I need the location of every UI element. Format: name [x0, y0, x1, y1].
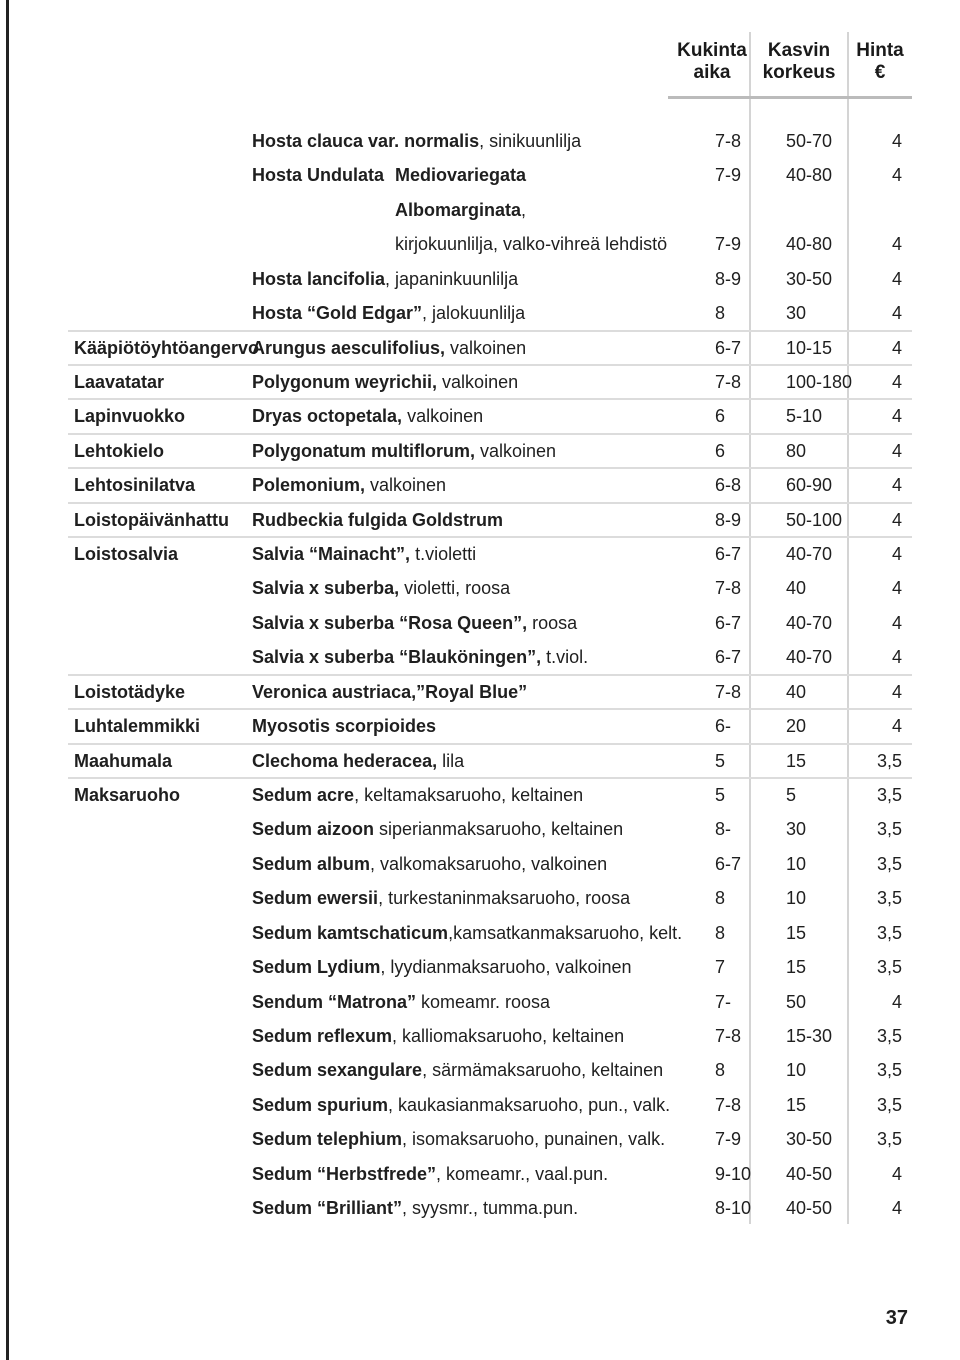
plant-description: violetti, roosa	[399, 578, 511, 599]
plant-height: 5	[786, 785, 797, 806]
plant-height: 10-15	[786, 337, 833, 358]
latin-genus: Veronica austriaca,”Royal Blue”	[252, 681, 528, 702]
plant-description: , lyydianmaksaruoho, valkoinen	[380, 957, 632, 978]
latin-genus: Sedum kamtschaticum	[252, 922, 449, 943]
latin-name	[252, 715, 436, 737]
header-price	[850, 40, 910, 84]
latin-name	[252, 1163, 608, 1185]
plant-row	[0, 537, 960, 571]
plant-row	[0, 1157, 960, 1191]
plant-row	[0, 227, 960, 261]
bloom-time: 7-8	[715, 131, 742, 151]
bloom-time: 7-9	[715, 234, 742, 255]
plant-description: roosa	[527, 612, 578, 633]
finnish-name: Laavatatar	[74, 371, 165, 392]
price: 4	[891, 681, 902, 702]
plant-height: 40-70	[786, 612, 833, 633]
price: 3,5	[876, 750, 902, 771]
finnish-name: Lehtosinilatva	[74, 475, 196, 496]
header-plant-height	[752, 40, 846, 84]
latin-name	[252, 887, 630, 909]
latin-name	[252, 1059, 663, 1081]
bloom-time: 7-9	[715, 165, 742, 186]
bloom-time: 6	[715, 440, 726, 461]
plant-row	[0, 744, 960, 778]
header-price-line2: €	[874, 62, 886, 83]
price: 4	[891, 544, 902, 565]
price: 3,5	[876, 853, 902, 874]
price: 4	[891, 1163, 902, 1184]
price: 3,5	[876, 785, 902, 806]
plant-description: valkoinen	[437, 371, 519, 392]
finnish-name: Lapinvuokko	[74, 406, 186, 427]
price: 3,5	[876, 1094, 902, 1115]
latin-name	[252, 784, 583, 806]
price: 4	[891, 612, 902, 633]
plant-row	[0, 158, 960, 192]
plant-height: 40-80	[786, 165, 833, 186]
plant-description: , sinikuunlilja	[479, 131, 582, 151]
latin-name	[252, 509, 503, 531]
plant-description: , jalokuunlilja	[422, 303, 526, 324]
header-bloom-line2: aika	[693, 62, 731, 83]
plant-height: 40-50	[786, 1163, 833, 1184]
latin-genus: Polemonium,	[252, 475, 366, 496]
header-price-line1: Hinta	[856, 40, 904, 61]
latin-name	[252, 577, 510, 599]
plant-description: , kaukasianmaksaruoho, pun., valk.	[388, 1094, 671, 1115]
page-number: 37	[885, 1307, 908, 1329]
plant-description: siperianmaksaruoho, keltainen	[374, 819, 624, 840]
latin-genus: Sedum spurium	[252, 1094, 389, 1115]
plant-height: 15	[786, 750, 807, 771]
bloom-time: 6	[715, 406, 726, 427]
bloom-time: 6-7	[715, 853, 742, 874]
plant-height: 15	[786, 1094, 807, 1115]
price: 4	[891, 716, 902, 737]
latin-name	[395, 233, 667, 255]
bloom-time: 7	[715, 957, 726, 978]
latin-name	[252, 612, 577, 634]
price: 4	[891, 1198, 902, 1219]
latin-name	[252, 543, 476, 565]
latin-genus: Sedum reflexum	[252, 1025, 393, 1046]
plant-description: valkoinen	[365, 475, 447, 496]
latin-name	[252, 405, 483, 427]
plant-description: , isomaksaruoho, punainen, valk.	[402, 1129, 666, 1150]
plant-description: valkoinen	[475, 440, 557, 461]
plant-height: 40-50	[786, 1198, 833, 1219]
plant-row	[0, 1088, 960, 1122]
plant-description: komeamr. roosa	[416, 991, 551, 1012]
finnish-name: Maahumala	[74, 750, 173, 771]
plant-row	[0, 778, 960, 812]
header-rule	[668, 96, 912, 99]
plant-description: t.viol.	[541, 647, 589, 668]
bloom-time: 7-9	[715, 1129, 742, 1150]
bloom-time: 8-9	[715, 509, 742, 530]
price: 4	[891, 337, 902, 358]
plant-row	[0, 950, 960, 984]
price: 4	[891, 234, 902, 255]
latin-genus: Sedum acre	[252, 785, 355, 806]
price: 3,5	[876, 922, 902, 943]
plant-height: 80	[786, 440, 807, 461]
price: 3,5	[876, 1129, 902, 1150]
finnish-name: Loistopäivänhattu	[74, 509, 230, 530]
bloom-time: 7-8	[715, 578, 742, 599]
latin-genus: Sedum ewersii	[252, 888, 379, 909]
plant-row	[0, 1053, 960, 1087]
plant-height: 40-70	[786, 544, 833, 565]
latin-name	[252, 646, 588, 668]
latin-name	[252, 371, 518, 393]
latin-name	[252, 991, 550, 1013]
bloom-time: 7-8	[715, 1025, 742, 1046]
price: 4	[891, 991, 902, 1012]
price: 4	[891, 165, 902, 186]
latin-genus: Hosta Undulata	[252, 165, 385, 186]
plant-row	[0, 399, 960, 433]
plant-row	[0, 193, 960, 227]
latin-name	[252, 302, 525, 324]
latin-genus: Sedum “Herbstfrede”	[252, 1163, 437, 1184]
latin-genus: Sedum sexangulare	[252, 1060, 423, 1081]
plant-height: 30-50	[786, 1129, 833, 1150]
plant-description: valkoinen	[445, 337, 527, 358]
latin-name	[252, 956, 632, 978]
plant-row	[0, 124, 960, 158]
price: 4	[891, 475, 902, 496]
bloom-time: 8-	[715, 819, 732, 840]
price: 4	[891, 406, 902, 427]
price: 3,5	[876, 1025, 902, 1046]
plant-height: 15	[786, 922, 807, 943]
latin-genus: Myosotis scorpioides	[252, 716, 437, 737]
bloom-time: 6-	[715, 716, 732, 737]
plant-row	[0, 571, 960, 605]
plant-row	[0, 881, 960, 915]
bloom-time: 5	[715, 785, 726, 806]
bloom-time: 7-8	[715, 1094, 742, 1115]
plant-description: , japaninkuunlilja	[385, 268, 519, 289]
bloom-time: 6-8	[715, 475, 742, 496]
bloom-time: 8	[715, 922, 726, 943]
plant-row	[0, 675, 960, 709]
plant-description: ,kamsatkanmaksaruoho, kelt.	[448, 922, 683, 943]
plant-row	[0, 916, 960, 950]
plant-description: , kalliomaksaruoho, keltainen	[392, 1025, 625, 1046]
price: 4	[891, 440, 902, 461]
bloom-time: 7-	[715, 991, 732, 1012]
bloom-time: 6-7	[715, 544, 742, 565]
latin-name	[252, 1128, 665, 1150]
plant-height: 30-50	[786, 268, 833, 289]
plant-height: 20	[786, 716, 807, 737]
plant-height: 10	[786, 888, 807, 909]
latin-genus: Salvia x suberba “Blauköningen”,	[252, 647, 542, 668]
plant-height: 15	[786, 957, 807, 978]
latin-name	[252, 853, 607, 875]
finnish-name: Luhtalemmikki	[74, 716, 201, 737]
plant-description: , syysmr., tumma.pun.	[402, 1198, 579, 1219]
price: 4	[891, 131, 902, 151]
latin-name	[252, 337, 526, 359]
latin-name	[252, 440, 556, 462]
latin-genus: Sedum Lydium	[252, 957, 381, 978]
plant-height: 30	[786, 303, 807, 324]
price: 4	[891, 303, 902, 324]
latin-genus: Polygonum weyrichii,	[252, 371, 438, 392]
price: 3,5	[876, 1060, 902, 1081]
bloom-time: 8	[715, 888, 726, 909]
plant-row	[0, 1122, 960, 1156]
latin-genus: Salvia x suberba “Rosa Queen”,	[252, 612, 528, 633]
bloom-time: 7-8	[715, 681, 742, 702]
plant-height: 40-80	[786, 234, 833, 255]
plant-row	[0, 606, 960, 640]
finnish-name: Maksaruoho	[74, 785, 181, 806]
plant-description: lila	[437, 750, 465, 771]
latin-genus: Salvia “Mainacht”,	[252, 544, 411, 565]
plant-height: 10	[786, 1060, 807, 1081]
latin-name	[252, 474, 446, 496]
plant-height: 40	[786, 578, 807, 599]
latin-genus: Hosta lancifolia	[252, 268, 386, 289]
latin-name	[252, 681, 527, 703]
plant-height: 60-90	[786, 475, 833, 496]
price: 3,5	[876, 957, 902, 978]
price: 3,5	[876, 888, 902, 909]
plant-description: t.violetti	[410, 544, 477, 565]
latin-name	[252, 130, 581, 152]
latin-genus: Sedum “Brilliant”	[252, 1198, 403, 1219]
plant-height: 10	[786, 853, 807, 874]
price: 3,5	[876, 819, 902, 840]
plant-row	[0, 812, 960, 846]
finnish-name: Loistosalvia	[74, 544, 179, 565]
plant-height: 50-100	[786, 509, 843, 530]
latin-genus: Sedum telephium	[252, 1129, 403, 1150]
plant-row	[0, 296, 960, 330]
price: 4	[891, 268, 902, 289]
plant-row	[0, 468, 960, 502]
latin-name	[252, 1025, 624, 1047]
latin-genus: Arungus aesculifolius,	[252, 337, 446, 358]
plant-description: , turkestaninmaksaruoho, roosa	[378, 888, 631, 909]
plant-height: 100-180	[786, 371, 853, 392]
plant-height: 50	[786, 991, 807, 1012]
plant-height: 40	[786, 681, 807, 702]
plant-height: 5-10	[786, 406, 823, 427]
plant-row	[0, 1191, 960, 1225]
cultivar-label: Albomarginata	[395, 199, 522, 220]
header-bloom-line1: Kukinta	[677, 40, 747, 61]
plant-row	[0, 985, 960, 1019]
plant-row	[0, 1019, 960, 1053]
plant-height: 40-70	[786, 647, 833, 668]
plant-row	[0, 709, 960, 743]
plant-description: , särmämaksaruoho, keltainen	[422, 1060, 664, 1081]
latin-name	[252, 922, 682, 944]
bloom-time: 6-7	[715, 337, 742, 358]
latin-genus: Polygonatum multiflorum,	[252, 440, 475, 461]
plant-height: 15-30	[786, 1025, 833, 1046]
latin-name	[252, 1094, 670, 1116]
price: 4	[891, 371, 902, 392]
plant-row	[0, 847, 960, 881]
header-bloom-time	[670, 40, 754, 84]
plant-description: kirjokuunlilja, valko-vihreä lehdistö	[395, 234, 668, 255]
latin-genus: Clechoma hederacea,	[252, 750, 438, 771]
cultivar-label: Mediovariegata	[395, 165, 527, 186]
plant-row	[0, 262, 960, 296]
cultivar-name	[395, 164, 526, 186]
plant-row	[0, 365, 960, 399]
bloom-time: 6-7	[715, 612, 742, 633]
plant-description: ,	[521, 199, 527, 220]
plant-description: , valkomaksaruoho, valkoinen	[370, 853, 608, 874]
bloom-time: 8	[715, 303, 726, 324]
latin-name	[252, 164, 384, 186]
bloom-time: 8	[715, 1060, 726, 1081]
latin-genus: Sedum aizoon	[252, 819, 375, 840]
bloom-time: 7-8	[715, 371, 742, 392]
latin-genus: Sendum “Matrona”	[252, 991, 417, 1012]
plant-row	[0, 503, 960, 537]
header-height-line2: korkeus	[762, 62, 836, 83]
latin-name	[252, 1197, 578, 1219]
plant-row	[0, 640, 960, 674]
latin-name	[252, 818, 623, 840]
plant-row	[0, 331, 960, 365]
price: 4	[891, 647, 902, 668]
plant-description: , keltamaksaruoho, keltainen	[354, 785, 584, 806]
plant-row	[0, 434, 960, 468]
bloom-time: 8-10	[715, 1198, 752, 1219]
bloom-time: 9-10	[715, 1163, 752, 1184]
finnish-name: Lehtokielo	[74, 440, 165, 461]
latin-name	[252, 750, 464, 772]
plant-height: 30	[786, 819, 807, 840]
finnish-name: Kääpiötöyhtöangervo	[74, 337, 260, 358]
plant-description: , komeamr., vaal.pun.	[436, 1163, 609, 1184]
latin-genus: Hosta clauca var. normalis	[252, 131, 480, 151]
latin-genus: Hosta “Gold Edgar”	[252, 303, 423, 324]
header-height-line1: Kasvin	[767, 40, 831, 61]
latin-genus: Salvia x suberba,	[252, 578, 400, 599]
finnish-name: Loistotädyke	[74, 681, 186, 702]
latin-genus: Rudbeckia fulgida Goldstrum	[252, 509, 504, 530]
bloom-time: 5	[715, 750, 726, 771]
latin-genus: Dryas octopetala,	[252, 406, 403, 427]
bloom-time: 6-7	[715, 647, 742, 668]
plant-description: valkoinen	[402, 406, 484, 427]
bloom-time: 8-9	[715, 268, 742, 289]
cultivar-name	[395, 199, 526, 221]
plant-height: 50-70	[786, 131, 833, 151]
latin-name	[252, 268, 518, 290]
price: 4	[891, 578, 902, 599]
price: 4	[891, 509, 902, 530]
latin-genus: Sedum album	[252, 853, 371, 874]
plant-list	[0, 124, 960, 1226]
